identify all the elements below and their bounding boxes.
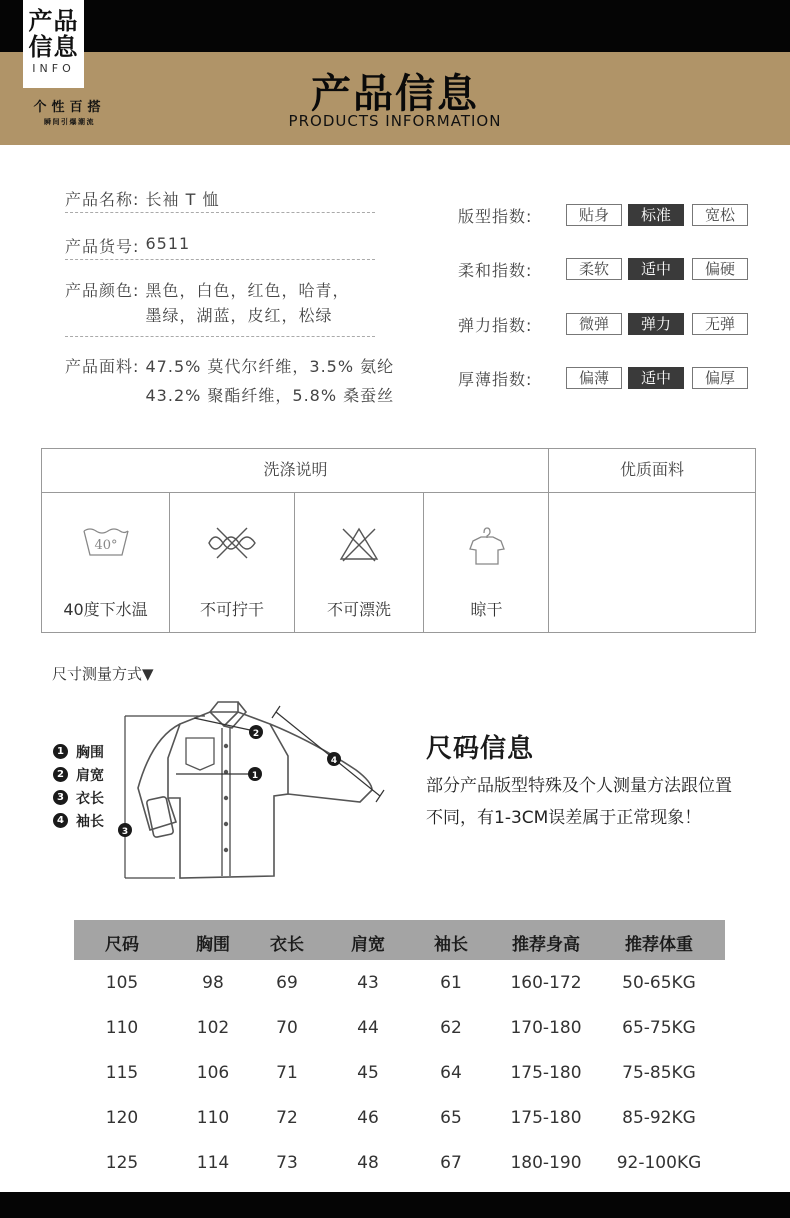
index-option: 适中 [628, 367, 684, 389]
table-cell: 73 [276, 1153, 298, 1173]
table-cell: 175-180 [510, 1108, 582, 1128]
product-color-label: 产品颜色: [65, 281, 140, 300]
svg-text:3: 3 [121, 827, 129, 837]
logo-line1: 产品 [28, 7, 79, 35]
measure-title: 尺寸测量方式▼ [52, 665, 154, 683]
index-label: 弹力指数: [458, 316, 533, 335]
wash-item [170, 493, 295, 632]
wash-label: 晾干 [470, 600, 503, 619]
column-header: 衣长 [270, 935, 304, 955]
table-row [74, 1141, 725, 1186]
index-option: 贴身 [566, 204, 622, 226]
table-cell: 64 [440, 1063, 462, 1083]
index-option: 微弹 [566, 313, 622, 335]
column-header: 袖长 [434, 935, 468, 955]
product-name-row [65, 187, 219, 210]
measure-legend [53, 740, 104, 832]
index-label: 柔和指数: [458, 261, 533, 280]
page-title: 产品信息 [311, 71, 479, 117]
table-row [74, 1006, 725, 1051]
table-cell: 115 [105, 1063, 139, 1083]
product-fabric-row [65, 354, 394, 406]
legend-label: 袖长 [76, 813, 104, 830]
index-option: 偏厚 [692, 367, 748, 389]
index-option: 弹力 [628, 313, 684, 335]
product-color-row [65, 278, 350, 326]
wash-item [424, 493, 549, 632]
divider [65, 212, 375, 213]
index-option: 偏硬 [692, 258, 748, 280]
legend-number: 1 [53, 744, 68, 759]
table-cell: 62 [440, 1018, 462, 1038]
column-header: 肩宽 [351, 935, 385, 955]
bottom-bar [0, 1192, 790, 1218]
table-cell: 125 [105, 1153, 139, 1173]
table-cell: 48 [357, 1153, 379, 1173]
table-cell: 110 [105, 1018, 139, 1038]
legend-item [53, 740, 104, 763]
svg-text:2: 2 [252, 729, 260, 739]
legend-number: 2 [53, 767, 68, 782]
page-subtitle: PRODUCTS INFORMATION [288, 112, 502, 130]
product-name-label: 产品名称: [65, 190, 140, 209]
product-color-value [146, 278, 350, 326]
product-code-row [65, 234, 190, 257]
index-option: 偏薄 [566, 367, 622, 389]
table-cell: 180-190 [510, 1153, 582, 1173]
index-option: 宽松 [692, 204, 748, 226]
wash-header: 洗涤说明 [42, 449, 549, 493]
no-bleach-icon [337, 525, 381, 563]
product-code-label: 产品货号: [65, 237, 140, 256]
legend-item [53, 763, 104, 786]
logo-line2: 信息 [28, 33, 79, 61]
table-cell: 65 [440, 1108, 462, 1128]
table-cell: 61 [440, 973, 462, 993]
temp-text: 40° [93, 538, 118, 553]
fabric-header: 优质面料 [549, 449, 755, 493]
size-table-header [74, 920, 725, 960]
table-cell: 160-172 [510, 973, 582, 993]
legend-item [53, 786, 104, 809]
table-cell: 65-75KG [622, 1018, 696, 1038]
index-option: 无弹 [692, 313, 748, 335]
table-cell: 71 [276, 1063, 298, 1083]
wash-label: 不可拧干 [199, 600, 264, 619]
wash-40-icon [82, 525, 130, 561]
table-cell: 75-85KG [622, 1063, 696, 1083]
index-option: 适中 [628, 258, 684, 280]
table-cell: 120 [105, 1108, 139, 1128]
legend-number: 3 [53, 790, 68, 805]
table-cell: 98 [202, 973, 224, 993]
table-cell: 170-180 [510, 1018, 582, 1038]
table-cell: 92-100KG [616, 1153, 702, 1173]
hang-dry-icon [465, 525, 509, 567]
index-label: 版型指数: [458, 207, 533, 226]
table-row [74, 1051, 725, 1096]
table-row [74, 961, 725, 1006]
table-cell: 67 [440, 1153, 462, 1173]
svg-text:4: 4 [330, 756, 338, 766]
index-label: 厚薄指数: [458, 370, 533, 389]
table-row [74, 1096, 725, 1141]
product-code-value: 6511 [145, 234, 191, 253]
legend-label: 肩宽 [76, 767, 104, 784]
index-option: 柔软 [566, 258, 622, 280]
column-header: 推荐体重 [625, 935, 693, 955]
no-wring-icon [205, 525, 259, 561]
shirt-diagram [110, 698, 400, 888]
color-line1: 黑色，白色，红色，哈青， [145, 281, 350, 300]
column-header: 胸围 [196, 935, 230, 955]
wash-label: 40度下水温 [63, 600, 148, 619]
table-cell: 44 [357, 1018, 379, 1038]
table-cell: 102 [196, 1018, 230, 1038]
column-header: 推荐身高 [512, 935, 580, 955]
table-cell: 43 [357, 973, 379, 993]
color-line2: 墨绿，湖蓝，皮红，松绿 [145, 306, 333, 325]
product-fabric-label: 产品面料: [65, 357, 140, 376]
legend-label: 衣长 [76, 790, 104, 807]
legend-label: 胸围 [76, 744, 104, 761]
fabric-line1: 47.5% 莫代尔纤维，3.5% 氨纶 [145, 357, 395, 376]
table-cell: 106 [196, 1063, 230, 1083]
table-cell: 50-65KG [622, 973, 696, 993]
table-cell: 175-180 [510, 1063, 582, 1083]
table-cell: 69 [276, 973, 298, 993]
table-cell: 110 [196, 1108, 230, 1128]
index-option: 标准 [628, 204, 684, 226]
size-info-desc: 部分产品版型特殊及个人测量方法跟位置不同，有1-3CM误差属于正常现象！ [426, 776, 732, 828]
wash-item [42, 493, 170, 632]
wash-label: 不可漂洗 [326, 600, 391, 619]
table-cell: 45 [357, 1063, 379, 1083]
slogan-main: 个性百搭 [33, 100, 106, 115]
table-cell: 105 [105, 973, 139, 993]
top-bar [0, 0, 790, 52]
legend-item [53, 809, 104, 832]
wash-item [295, 493, 424, 632]
table-cell: 70 [276, 1018, 298, 1038]
product-fabric-value [146, 354, 395, 406]
legend-number: 4 [53, 813, 68, 828]
divider [65, 336, 375, 337]
table-cell: 114 [196, 1153, 230, 1173]
slogan-sub: 瞬间引爆潮流 [44, 118, 95, 126]
column-header: 尺码 [105, 935, 139, 955]
wash-table [41, 448, 756, 633]
size-info-title: 尺码信息 [426, 734, 535, 764]
product-name-value: 长袖 T 恤 [145, 190, 220, 209]
svg-text:1: 1 [251, 771, 259, 781]
table-cell: 72 [276, 1108, 298, 1128]
logo-en: INFO [32, 62, 75, 75]
fabric-line2: 43.2% 聚酯纤维，5.8% 桑蚕丝 [145, 386, 395, 405]
divider [65, 259, 375, 260]
table-cell: 46 [357, 1108, 379, 1128]
table-cell: 85-92KG [622, 1108, 696, 1128]
